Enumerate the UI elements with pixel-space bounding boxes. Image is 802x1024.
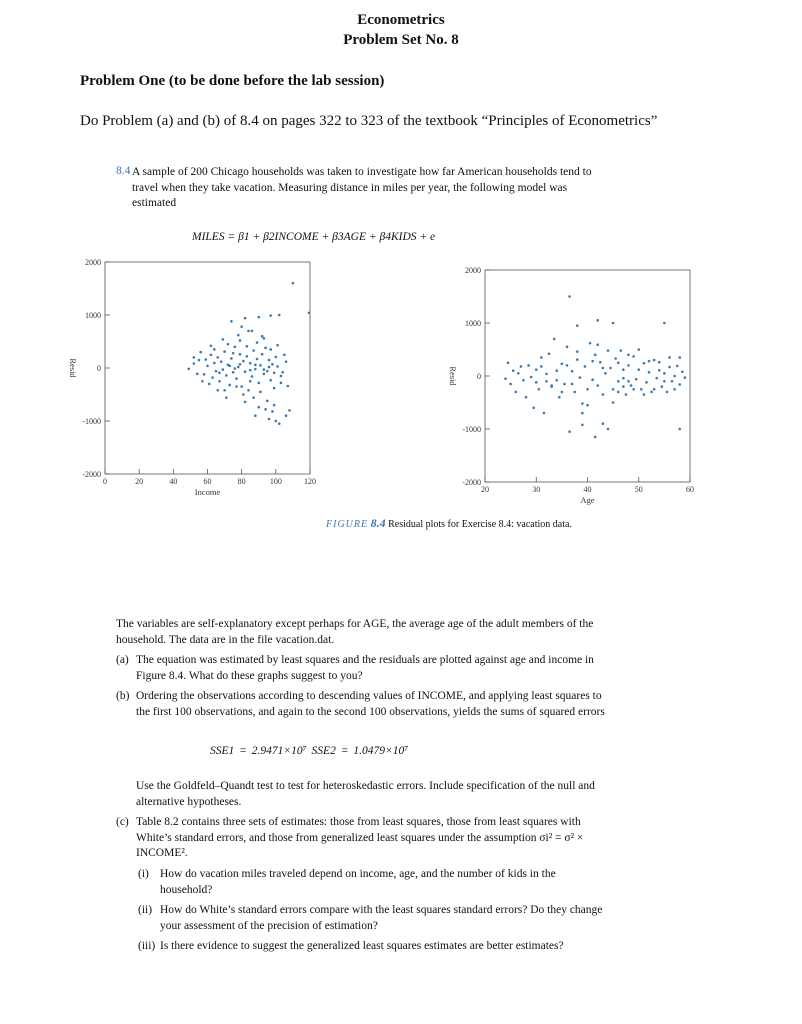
data-point — [532, 407, 535, 410]
data-point — [278, 422, 281, 425]
part-c-ii-label: (ii) — [138, 904, 153, 916]
data-point — [617, 391, 620, 394]
data-point — [586, 404, 589, 407]
data-point — [251, 330, 254, 333]
data-point — [261, 335, 264, 338]
data-point — [244, 370, 247, 373]
data-point — [273, 371, 276, 374]
data-point — [271, 410, 274, 413]
data-point — [663, 322, 666, 325]
data-point — [591, 378, 594, 381]
data-point — [602, 393, 605, 396]
data-point — [637, 348, 640, 351]
data-point — [278, 314, 281, 317]
data-point — [285, 360, 288, 363]
x-tick-label: 20 — [135, 477, 144, 486]
data-point — [269, 379, 272, 382]
data-point — [604, 372, 607, 375]
data-point — [259, 364, 262, 367]
part-b — [116, 689, 610, 720]
data-point — [666, 391, 669, 394]
data-point — [622, 377, 625, 380]
data-point — [283, 353, 286, 356]
part-c-ii — [138, 903, 610, 934]
part-a-label: (a) — [116, 654, 129, 666]
data-point — [589, 342, 592, 345]
data-point — [257, 406, 260, 409]
data-point — [594, 436, 597, 439]
data-point — [522, 379, 525, 382]
data-point — [245, 355, 248, 358]
data-point — [520, 365, 523, 368]
data-point — [576, 350, 579, 353]
x-tick-label: 60 — [203, 477, 212, 486]
data-point — [269, 348, 272, 351]
data-point — [187, 367, 190, 370]
data-point — [280, 375, 283, 378]
data-point — [576, 358, 579, 361]
data-point — [545, 380, 548, 383]
data-point — [571, 383, 574, 386]
data-point — [540, 356, 543, 359]
data-point — [252, 396, 255, 399]
data-point — [673, 388, 676, 391]
exercise-number: 8.4 — [116, 165, 131, 177]
data-point — [584, 365, 587, 368]
data-point — [201, 380, 204, 383]
income-residual-plot — [60, 256, 320, 496]
part-b-text: Ordering the observations according to descending values of INCOME, and applying least squares to the first 100 observations, and again to the second 100 observations, yields the sums of squared errors — [136, 690, 605, 718]
data-point — [280, 382, 283, 385]
data-point — [216, 389, 219, 392]
data-point — [227, 343, 230, 346]
data-point — [218, 380, 221, 383]
data-point — [632, 355, 635, 358]
data-point — [281, 371, 284, 374]
data-point — [648, 360, 651, 363]
data-point — [228, 365, 231, 368]
data-point — [263, 337, 266, 340]
age-residual-plot — [440, 260, 700, 510]
data-point — [581, 402, 584, 405]
data-point — [286, 385, 289, 388]
data-point — [653, 359, 656, 362]
part-c-ii-text: How do White’s standard errors compare with the least squares standard errors? Do they change your assessment of the precision of estimation? — [160, 904, 603, 932]
data-point — [234, 346, 237, 349]
data-point — [535, 381, 538, 384]
data-point — [261, 353, 264, 356]
data-point — [637, 368, 640, 371]
data-point — [276, 365, 279, 368]
data-point — [273, 387, 276, 390]
income-resid-axis-label: Resid — [68, 358, 78, 378]
part-a-text: The equation was estimated by least squares and the residuals are plotted against age and income in Figure 8.4. What do these graphs suggest to you? — [136, 654, 594, 682]
data-point — [676, 365, 679, 368]
data-point — [254, 368, 257, 371]
data-point — [561, 391, 564, 394]
figure-caption — [326, 516, 572, 531]
data-point — [581, 412, 584, 415]
data-point — [678, 356, 681, 359]
data-point — [206, 365, 209, 368]
data-point — [223, 389, 226, 392]
data-point — [643, 393, 646, 396]
part-b-label: (b) — [116, 690, 130, 702]
data-point — [266, 400, 269, 403]
y-tick-label: -2000 — [462, 478, 481, 487]
data-point — [602, 367, 605, 370]
data-point — [553, 338, 556, 341]
data-point — [275, 356, 278, 359]
data-point — [504, 377, 507, 380]
data-point — [268, 418, 271, 421]
data-point — [663, 380, 666, 383]
part-b-continued: Use the Goldfeld–Quandt test to test for heteroskedastic errors. Include specification of the null and alternative hypotheses. — [136, 780, 595, 808]
data-point — [256, 341, 259, 344]
data-point — [230, 320, 233, 323]
data-point — [545, 373, 548, 376]
data-point — [573, 391, 576, 394]
data-point — [627, 364, 630, 367]
data-point — [240, 325, 243, 328]
data-point — [563, 383, 566, 386]
x-tick-label: 30 — [532, 485, 541, 494]
data-point — [627, 354, 630, 357]
data-point — [622, 385, 625, 388]
data-point — [525, 396, 528, 399]
data-point — [252, 349, 255, 352]
x-tick-label: 40 — [583, 485, 592, 494]
data-point — [602, 422, 605, 425]
data-point — [263, 373, 266, 376]
data-point — [673, 375, 676, 378]
data-point — [586, 388, 589, 391]
data-point — [239, 353, 242, 356]
data-point — [627, 380, 630, 383]
part-c-iii — [138, 939, 610, 955]
data-point — [555, 369, 558, 372]
x-tick-label: 50 — [634, 485, 643, 494]
data-point — [617, 380, 620, 383]
data-point — [222, 368, 225, 371]
data-point — [612, 388, 615, 391]
data-point — [268, 366, 271, 369]
data-point — [225, 396, 228, 399]
data-point — [543, 412, 546, 415]
data-point — [275, 420, 278, 423]
data-point — [276, 344, 279, 347]
data-point — [591, 360, 594, 363]
data-point — [630, 384, 633, 387]
plot-frame — [105, 262, 310, 474]
part-c — [116, 815, 610, 862]
part-c-iii-text: Is there evidence to suggest the generalized least squares estimates are better estimates? — [160, 940, 564, 952]
data-point — [599, 361, 602, 364]
data-point — [257, 316, 260, 319]
data-point — [199, 351, 202, 354]
data-point — [509, 383, 512, 386]
data-point — [530, 376, 533, 379]
data-point — [223, 350, 226, 353]
data-point — [607, 428, 610, 431]
data-point — [658, 369, 661, 372]
data-point — [235, 377, 238, 380]
data-point — [308, 312, 311, 315]
data-point — [259, 391, 262, 394]
problem-one-intro: Do Problem (a) and (b) of 8.4 on pages 322 to 323 of the textbook “Principles of Econometrics” — [80, 113, 658, 129]
data-point — [648, 371, 651, 374]
data-point — [568, 295, 571, 298]
data-point — [517, 372, 520, 375]
x-tick-label: 60 — [686, 485, 694, 494]
income-axis-label: Income — [194, 487, 221, 497]
data-point — [684, 376, 687, 379]
data-point — [249, 369, 252, 372]
data-point — [196, 373, 199, 376]
data-point — [558, 396, 561, 399]
data-point — [215, 370, 218, 373]
sse-values: SSE1 = 2.9471×10⁷ SSE2 = 1.0479×10⁷ — [210, 745, 409, 757]
y-tick-label: 0 — [97, 364, 101, 373]
data-point — [222, 338, 225, 341]
data-point — [643, 362, 646, 365]
data-point — [596, 384, 599, 387]
data-point — [257, 382, 260, 385]
data-point — [204, 358, 207, 361]
data-point — [571, 370, 574, 373]
data-point — [292, 282, 295, 285]
problem-set-title: Problem Set No. 8 — [343, 32, 459, 48]
data-point — [579, 376, 582, 379]
data-point — [540, 365, 543, 368]
y-tick-label: 2000 — [465, 266, 481, 275]
data-point — [512, 369, 515, 372]
data-point — [612, 401, 615, 404]
data-point — [249, 362, 252, 365]
data-point — [548, 352, 551, 355]
data-point — [264, 347, 267, 350]
data-point — [242, 393, 245, 396]
model-equation: MILES = β1 + β2INCOME + β3AGE + β4KIDS + e — [192, 231, 436, 243]
data-point — [538, 388, 541, 391]
x-tick-label: 80 — [237, 477, 246, 486]
data-point — [216, 356, 219, 359]
data-point — [193, 362, 196, 365]
y-tick-label: -2000 — [82, 470, 101, 479]
data-point — [635, 378, 638, 381]
age-axis-label: Age — [580, 495, 595, 505]
data-point — [581, 423, 584, 426]
data-point — [625, 393, 628, 396]
data-point — [596, 343, 599, 346]
data-point — [211, 376, 214, 379]
data-point — [210, 344, 213, 347]
data-point — [268, 359, 271, 362]
data-point — [285, 414, 288, 417]
data-point — [507, 361, 510, 364]
data-point — [568, 430, 571, 433]
data-point — [678, 383, 681, 386]
data-point — [271, 363, 274, 366]
data-point — [620, 349, 623, 352]
x-tick-label: 120 — [304, 477, 316, 486]
data-point — [561, 363, 564, 366]
data-point — [232, 371, 235, 374]
data-point — [645, 381, 648, 384]
data-point — [273, 404, 276, 407]
y-tick-label: -1000 — [82, 417, 101, 426]
part-c-i-text: How do vacation miles traveled depend on income, age, and the number of kids in the household? — [160, 868, 556, 896]
data-point — [193, 356, 196, 359]
data-point — [594, 354, 597, 357]
data-point — [210, 353, 213, 356]
data-point — [668, 356, 671, 359]
part-c-label: (c) — [116, 816, 129, 828]
data-point — [263, 368, 266, 371]
data-point — [650, 391, 653, 394]
data-point — [622, 368, 625, 371]
data-point — [663, 372, 666, 375]
data-point — [242, 360, 245, 363]
data-point — [237, 334, 240, 337]
figure-caption-number: 8.4 — [370, 516, 386, 530]
data-point — [203, 373, 206, 376]
data-point — [614, 357, 617, 360]
data-point — [668, 366, 671, 369]
data-point — [240, 385, 243, 388]
data-point — [653, 388, 656, 391]
data-point — [658, 361, 661, 364]
data-point — [671, 380, 674, 383]
part-c-i-label: (i) — [138, 868, 149, 880]
data-point — [288, 409, 291, 412]
data-point — [514, 391, 517, 394]
data-point — [232, 352, 235, 355]
data-point — [269, 314, 272, 317]
data-point — [237, 366, 240, 369]
part-c-text: Table 8.2 contains three sets of estimates: those from least squares, those from least squares with White’s standard errors, and those from generalized least squares under the assumption σi² = σ² × INCOME². — [136, 816, 584, 859]
data-point — [234, 367, 237, 370]
y-tick-label: 0 — [477, 372, 481, 381]
data-point — [218, 371, 221, 374]
data-point — [254, 364, 257, 367]
age-resid-axis-label: Resid — [448, 366, 458, 386]
plot-frame — [485, 270, 690, 482]
data-point — [607, 349, 610, 352]
part-c-i — [138, 867, 610, 898]
y-tick-label: 1000 — [85, 311, 101, 320]
part-c-iii-label: (iii) — [138, 940, 156, 952]
variables-paragraph: The variables are self-explanatory except perhaps for AGE, the average age of the adult members of the household. The data are in the file vacation.dat. — [116, 618, 594, 646]
data-point — [249, 380, 252, 383]
data-point — [681, 370, 684, 373]
data-point — [256, 358, 259, 361]
data-point — [640, 388, 643, 391]
data-point — [617, 361, 620, 364]
data-point — [235, 385, 238, 388]
data-point — [609, 367, 612, 370]
data-point — [550, 385, 553, 388]
data-point — [208, 383, 211, 386]
y-tick-label: -1000 — [462, 425, 481, 434]
data-point — [661, 385, 664, 388]
exercise-text: A sample of 200 Chicago households was taken to investigate how far American households tend to travel when they take vacation. Measuring distance in miles per year, the following model was estimated — [132, 166, 592, 209]
y-tick-label: 2000 — [85, 258, 101, 267]
data-point — [220, 360, 223, 363]
document-title: Econometrics — [357, 12, 445, 28]
data-point — [596, 319, 599, 322]
data-point — [247, 389, 250, 392]
data-point — [239, 339, 242, 342]
data-point — [198, 359, 201, 362]
data-point — [566, 346, 569, 349]
figure-caption-text: Residual plots for Exercise 8.4: vacation data. — [388, 519, 572, 530]
data-point — [527, 364, 530, 367]
data-point — [213, 362, 216, 365]
data-point — [555, 379, 558, 382]
data-point — [655, 377, 658, 380]
data-point — [225, 374, 228, 377]
data-point — [213, 348, 216, 351]
data-point — [254, 414, 257, 417]
data-point — [576, 324, 579, 327]
data-point — [264, 408, 267, 411]
x-tick-label: 0 — [103, 477, 107, 486]
data-point — [244, 401, 247, 404]
data-point — [230, 357, 233, 360]
data-point — [239, 363, 242, 366]
data-point — [266, 370, 269, 373]
data-point — [566, 364, 569, 367]
problem-one-heading: Problem One (to be done before the lab session) — [80, 73, 385, 89]
data-point — [678, 428, 681, 431]
x-tick-label: 20 — [481, 485, 489, 494]
data-point — [228, 384, 231, 387]
data-point — [535, 368, 538, 371]
figure-caption-prefix: FIGURE — [326, 519, 369, 530]
x-tick-label: 100 — [269, 477, 282, 486]
data-point — [251, 375, 254, 378]
data-point — [244, 317, 247, 320]
data-point — [632, 388, 635, 391]
data-point — [245, 345, 248, 348]
x-tick-label: 40 — [169, 477, 178, 486]
data-point — [247, 330, 250, 333]
y-tick-label: 1000 — [465, 319, 481, 328]
data-point — [612, 322, 615, 325]
part-a — [116, 653, 610, 684]
